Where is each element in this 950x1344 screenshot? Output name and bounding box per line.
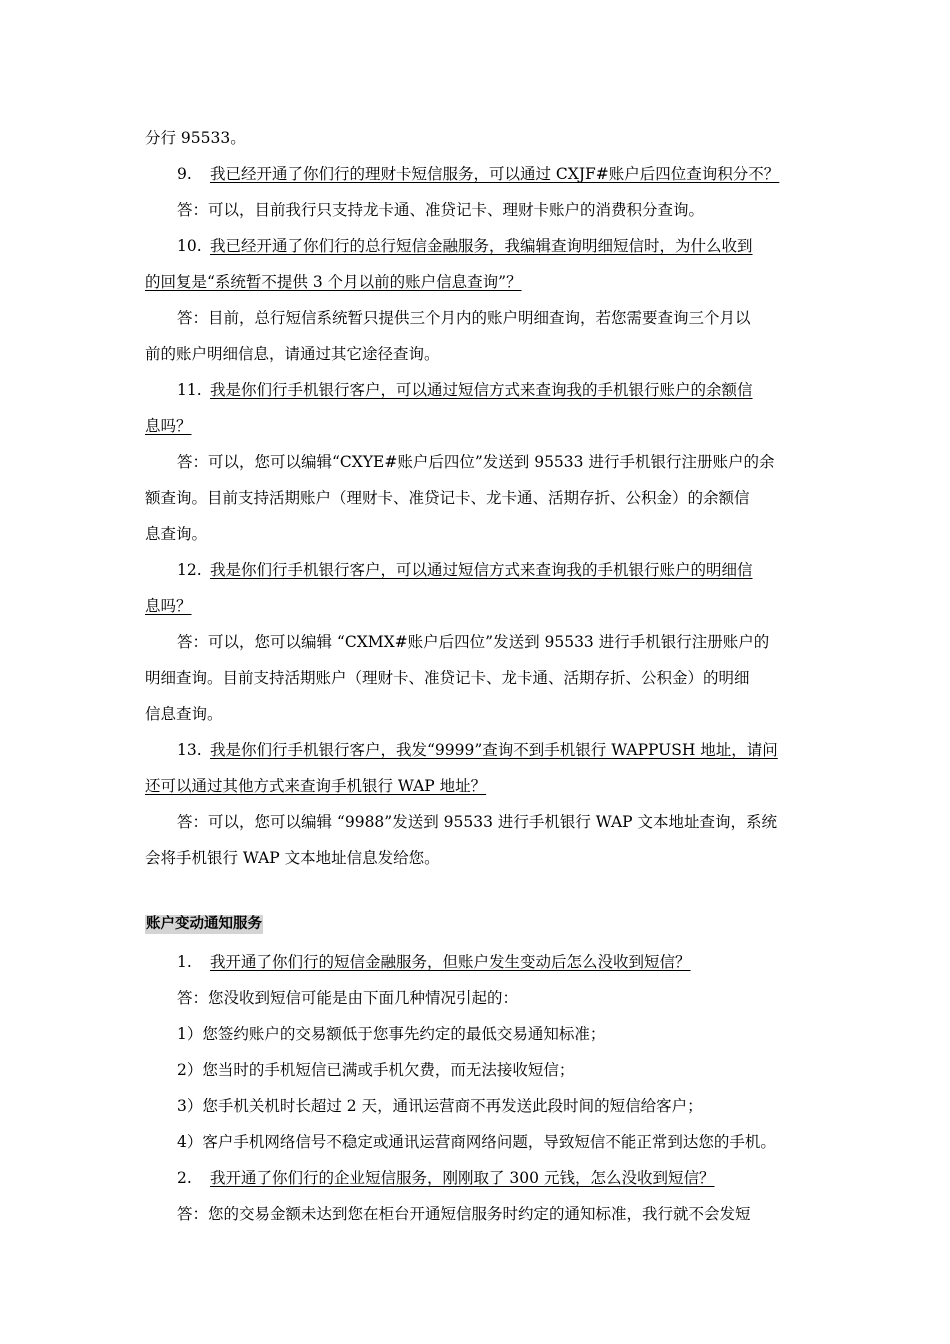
answer-11-cont: 额查询。目前支持活期账户（理财卡、准贷记卡、龙卡通、活期存折、公积金）的余额信 bbox=[145, 489, 750, 507]
question-10 bbox=[177, 236, 857, 256]
question-number: 12. bbox=[177, 561, 202, 579]
section-question-1 bbox=[177, 952, 857, 972]
section-heading: 账户变动通知服务 bbox=[146, 916, 262, 932]
answer-9: 答：可以，目前我行只支持龙卡通、准贷记卡、理财卡账户的消费积分查询。 bbox=[177, 201, 705, 219]
reason-item: 3）您手机关机时长超过 2 天，通讯运营商不再发送此段时间的短信给客户； bbox=[177, 1097, 703, 1115]
question-text: 我已经开通了你们行的理财卡短信服务，可以通过 CXJF#账户后四位查询积分不？ bbox=[210, 165, 780, 183]
question-11 bbox=[177, 380, 857, 400]
answer-12-cont: 信息查询。 bbox=[145, 705, 223, 723]
answer-11: 答：可以，您可以编辑“CXYE#账户后四位”发送到 95533 进行手机银行注册账户的余 bbox=[177, 453, 775, 471]
section-answer-2: 答：您的交易金额未达到您在柜台开通短信服务时约定的通知标准，我行就不会发短 bbox=[177, 1205, 751, 1223]
reason-item: 2）您当时的手机短信已满或手机欠费，而无法接收短信； bbox=[177, 1061, 575, 1079]
answer-10-cont: 前的账户明细信息，请通过其它途径查询。 bbox=[145, 345, 440, 363]
question-text: 我开通了你们行的企业短信服务，刚刚取了 300 元钱，怎么没收到短信？ bbox=[210, 1169, 715, 1187]
question-text: 我已经开通了你们行的总行短信金融服务，我编辑查询明细短信时，为什么收到 bbox=[210, 237, 753, 255]
question-number: 2. bbox=[177, 1169, 192, 1187]
question-13 bbox=[177, 740, 857, 760]
question-text: 我开通了你们行的短信金融服务，但账户发生变动后怎么没收到短信？ bbox=[210, 953, 691, 971]
answer-12: 答：可以，您可以编辑 “CXMX#账户后四位”发送到 95533 进行手机银行注册账户的 bbox=[177, 633, 770, 651]
question-number: 11. bbox=[177, 381, 202, 399]
question-9 bbox=[177, 164, 857, 184]
section-answer-1: 答：您没收到短信可能是由下面几种情况引起的： bbox=[177, 989, 519, 1007]
question-13-cont: 还可以通过其他方式来查询手机银行 WAP 地址？ bbox=[145, 777, 487, 795]
question-text: 我是你们行手机银行客户，我发“9999”查询不到手机银行 WAPPUSH 地址，请问 bbox=[210, 741, 778, 759]
question-text: 我是你们行手机银行客户，可以通过短信方式来查询我的手机银行账户的明细信 bbox=[210, 561, 753, 579]
answer-13: 答：可以，您可以编辑 “9988”发送到 95533 进行手机银行 WAP 文本地址查询，系统 bbox=[177, 813, 778, 831]
paragraph-line: 分行 95533。 bbox=[145, 129, 246, 147]
reason-item: 1）您签约账户的交易额低于您事先约定的最低交易通知标准； bbox=[177, 1025, 606, 1043]
question-number: 10. bbox=[177, 237, 202, 255]
reason-item: 4）客户手机网络信号不稳定或通讯运营商网络问题，导致短信不能正常到达您的手机。 bbox=[177, 1133, 776, 1151]
question-number: 13. bbox=[177, 741, 202, 759]
question-11-cont: 息吗？ bbox=[145, 417, 192, 435]
question-12 bbox=[177, 560, 857, 580]
question-number: 9. bbox=[177, 165, 192, 183]
answer-13-cont: 会将手机银行 WAP 文本地址信息发给您。 bbox=[145, 849, 440, 867]
answer-11-cont: 息查询。 bbox=[145, 525, 208, 543]
question-text: 我是你们行手机银行客户，可以通过短信方式来查询我的手机银行账户的余额信 bbox=[210, 381, 753, 399]
question-10-cont: 的回复是“系统暂不提供 3 个月以前的账户信息查询”？ bbox=[145, 273, 522, 291]
section-question-2 bbox=[177, 1168, 857, 1188]
answer-10: 答：目前，总行短信系统暂只提供三个月内的账户明细查询，若您需要查询三个月以 bbox=[177, 309, 751, 327]
question-number: 1. bbox=[177, 953, 192, 971]
answer-12-cont: 明细查询。目前支持活期账户（理财卡、准贷记卡、龙卡通、活期存折、公积金）的明细 bbox=[145, 669, 750, 687]
question-12-cont: 息吗？ bbox=[145, 597, 192, 615]
